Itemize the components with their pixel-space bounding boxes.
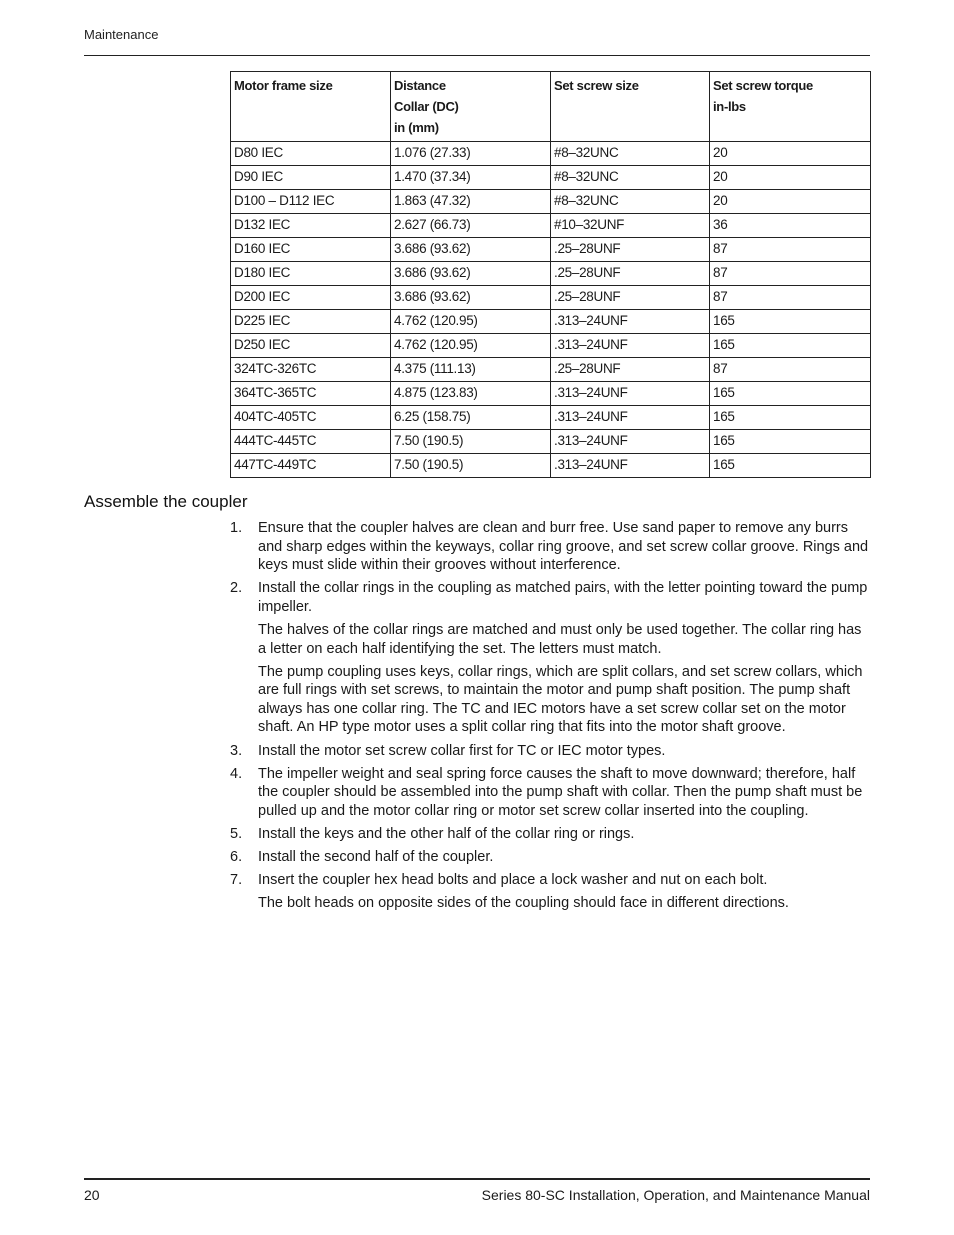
step-number: 6. [230, 849, 243, 865]
cell-motor-frame-size: D132 IEC [231, 214, 391, 238]
table-row [231, 238, 871, 262]
list-item [230, 765, 870, 821]
header-divider [84, 55, 870, 56]
cell-set-screw-torque: 20 [710, 166, 871, 190]
list-item [230, 519, 870, 575]
cell-motor-frame-size: D80 IEC [231, 142, 391, 166]
cell-distance-collar: 4.762 (120.95) [391, 334, 551, 358]
step-text: Install the keys and the other half of the collar ring or rings. [258, 825, 635, 842]
cell-motor-frame-size: 447TC-449TC [231, 454, 391, 478]
step-text: The impeller weight and seal spring force causes the shaft to move downward; therefore, half the coupler should be assembled into the pump shaft with collar. Then the pump shaft must be pulled up and the motor collar ring or motor set screw collar inserted into the coupling. [258, 765, 863, 819]
step-note: The pump coupling uses keys, collar rings, which are split collars, and set screw collars, which are full rings with set screws, to maintain the motor and pump shaft position. The pump shaft always has one collar ring. The TC and IEC motors have a set screw collar set on the motor shaft. An HP type motor uses a split collar ring that fits into the motor shaft groove. [258, 663, 863, 736]
cell-set-screw-size: .25–28UNF [551, 286, 710, 310]
cell-motor-frame-size: D90 IEC [231, 166, 391, 190]
header-line: Set screw torque [713, 78, 813, 93]
step-text: Install the collar rings in the coupling as matched pairs, with the letter pointing toward the pump impeller. [258, 580, 868, 615]
step-number: 2. [230, 580, 243, 597]
cell-motor-frame-size: 364TC-365TC [231, 382, 391, 406]
cell-set-screw-torque: 165 [710, 454, 871, 478]
cell-distance-collar: 7.50 (190.5) [391, 430, 551, 454]
table-header-row [231, 72, 871, 142]
cell-set-screw-torque: 20 [710, 142, 871, 166]
cell-set-screw-size: .313–24UNF [551, 430, 710, 454]
header-distance-collar [391, 72, 551, 142]
cell-set-screw-torque: 87 [710, 238, 871, 262]
list-item [230, 825, 870, 844]
step-text: Install the motor set screw collar first for TC or IEC motor types. [258, 742, 666, 759]
cell-distance-collar: 1.863 (47.32) [391, 190, 551, 214]
step-number: 3. [230, 742, 243, 759]
step-text: Ensure that the coupler halves are clean and burr free. Use sand paper to remove any burrs and sharp edges within the keyways, collar ring groove, and set screw collar groove. Rings and keys must slide within their grooves without interference. [258, 520, 869, 574]
table-row [231, 358, 871, 382]
table-row [231, 430, 871, 454]
cell-distance-collar: 7.50 (190.5) [391, 454, 551, 478]
cell-set-screw-size: .313–24UNF [551, 382, 710, 406]
table-row [231, 406, 871, 430]
cell-set-screw-size: .313–24UNF [551, 454, 710, 478]
table-row [231, 190, 871, 214]
cell-motor-frame-size: D250 IEC [231, 334, 391, 358]
cell-set-screw-torque: 165 [710, 334, 871, 358]
set-screw-spec-table [230, 71, 871, 478]
header-line: in-lbs [713, 99, 746, 114]
header-line: Motor frame size [234, 78, 333, 93]
cell-distance-collar: 3.686 (93.62) [391, 286, 551, 310]
cell-motor-frame-size: D160 IEC [231, 238, 391, 262]
page-number: 20 [84, 1187, 100, 1203]
table-row [231, 214, 871, 238]
header-set-screw-torque [710, 72, 871, 142]
cell-distance-collar: 4.762 (120.95) [391, 310, 551, 334]
step-number: 4. [230, 765, 243, 782]
cell-set-screw-size: #8–32UNC [551, 190, 710, 214]
cell-set-screw-size: .25–28UNF [551, 238, 710, 262]
cell-set-screw-torque: 165 [710, 310, 871, 334]
cell-set-screw-size: .25–28UNF [551, 262, 710, 286]
list-item [230, 742, 870, 761]
header-line: Set screw size [554, 78, 639, 93]
cell-set-screw-torque: 87 [710, 262, 871, 286]
cell-motor-frame-size: 444TC-445TC [231, 430, 391, 454]
table-row [231, 334, 871, 358]
table-row [231, 142, 871, 166]
cell-set-screw-torque: 165 [710, 382, 871, 406]
cell-distance-collar: 2.627 (66.73) [391, 214, 551, 238]
cell-distance-collar: 6.25 (158.75) [391, 406, 551, 430]
section-heading: Assemble the coupler [84, 492, 248, 511]
step-text: Install the second half of the coupler. [258, 849, 494, 865]
cell-set-screw-torque: 165 [710, 430, 871, 454]
step-text: Insert the coupler hex head bolts and place a lock washer and nut on each bolt. [258, 872, 768, 889]
step-number: 7. [230, 872, 243, 889]
cell-distance-collar: 3.686 (93.62) [391, 262, 551, 286]
cell-set-screw-size: #10–32UNF [551, 214, 710, 238]
cell-set-screw-size: #8–32UNC [551, 166, 710, 190]
list-item [230, 871, 870, 913]
header-set-screw-size [551, 72, 710, 142]
manual-title: Series 80-SC Installation, Operation, and Maintenance Manual [481, 1187, 870, 1203]
running-header: Maintenance [84, 27, 159, 42]
cell-set-screw-torque: 36 [710, 214, 871, 238]
table-row [231, 382, 871, 406]
assembly-steps-list [230, 519, 870, 917]
cell-set-screw-size: .313–24UNF [551, 406, 710, 430]
list-item [230, 848, 870, 867]
cell-set-screw-size: .313–24UNF [551, 334, 710, 358]
table-row [231, 166, 871, 190]
step-note: The bolt heads on opposite sides of the coupling should face in different directions. [258, 895, 789, 912]
list-item [230, 579, 870, 737]
header-line: in (mm) [394, 120, 439, 135]
step-note: The halves of the collar rings are matched and must only be used together. The collar ring has a letter on each half identifying the set. The letters must match. [258, 621, 862, 657]
cell-motor-frame-size: 404TC-405TC [231, 406, 391, 430]
header-line: Collar (DC) [394, 99, 459, 114]
cell-distance-collar: 1.076 (27.33) [391, 142, 551, 166]
cell-set-screw-size: .25–28UNF [551, 358, 710, 382]
header-line: Distance [394, 78, 446, 93]
cell-distance-collar: 3.686 (93.62) [391, 238, 551, 262]
table-row [231, 310, 871, 334]
table-row [231, 286, 871, 310]
step-number: 5. [230, 825, 243, 842]
step-number: 1. [230, 520, 243, 536]
header-motor-frame-size [231, 72, 391, 142]
cell-distance-collar: 1.470 (37.34) [391, 166, 551, 190]
cell-set-screw-torque: 87 [710, 358, 871, 382]
footer-divider [84, 1178, 870, 1180]
cell-set-screw-torque: 87 [710, 286, 871, 310]
cell-distance-collar: 4.375 (111.13) [391, 358, 551, 382]
cell-motor-frame-size: D180 IEC [231, 262, 391, 286]
cell-motor-frame-size: D200 IEC [231, 286, 391, 310]
cell-distance-collar: 4.875 (123.83) [391, 382, 551, 406]
cell-motor-frame-size: D225 IEC [231, 310, 391, 334]
cell-set-screw-size: .313–24UNF [551, 310, 710, 334]
cell-set-screw-size: #8–32UNC [551, 142, 710, 166]
cell-motor-frame-size: 324TC-326TC [231, 358, 391, 382]
table-row [231, 454, 871, 478]
cell-set-screw-torque: 20 [710, 190, 871, 214]
cell-motor-frame-size: D100 – D112 IEC [231, 190, 391, 214]
cell-set-screw-torque: 165 [710, 406, 871, 430]
table-row [231, 262, 871, 286]
